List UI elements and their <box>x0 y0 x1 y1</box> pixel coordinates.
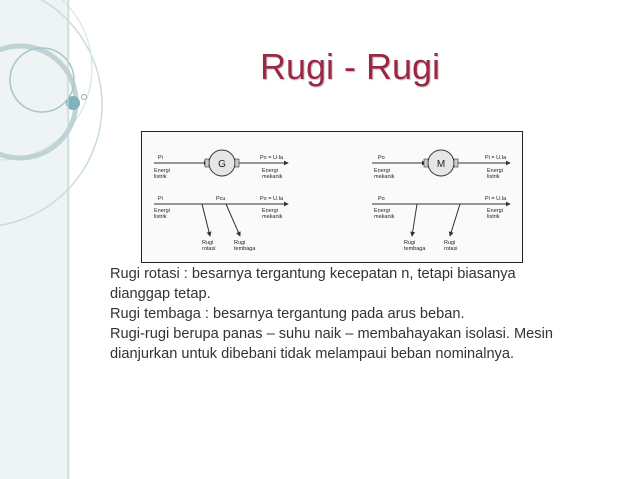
body-line-1: Rugi rotasi : besarnya tergantung kecepatan n, tetapi biasanya <box>110 266 516 282</box>
motor-loss1-line2: tembaga <box>404 246 426 252</box>
gen-lower-input-desc-2: listrik <box>154 214 167 220</box>
motor-output-label: Pi = U.Ia <box>485 155 507 161</box>
gen-lower-input-desc-1: Energi <box>154 208 170 214</box>
gen-input-label: Pi <box>158 155 163 161</box>
slide-body-text <box>110 264 600 364</box>
gen-lower-input-label: Pi <box>158 196 163 202</box>
gen-loss1-line1: Rugi <box>202 240 214 246</box>
gen-loss1-line2: rotasi <box>202 246 216 252</box>
gen-output-desc-1: Energi <box>262 168 278 174</box>
body-line-2: dianggap tetap. <box>110 286 211 302</box>
motor-lower-input-label: Po <box>378 196 385 202</box>
gen-input-desc-1: Energi <box>154 168 170 174</box>
gen-loss2-line1: Rugi <box>234 240 246 246</box>
gen-lower-output-label: Po = U.Ia <box>260 196 284 202</box>
body-line-5: dianjurkan untuk dibebani tidak melampaui beban nominalnya. <box>110 346 515 362</box>
gen-lower-mid-label: Pcu <box>216 196 226 202</box>
motor-input-desc-1: Energi <box>374 168 390 174</box>
motor-output-desc-1: Energi <box>487 168 503 174</box>
motor-loss1-line1: Rugi <box>404 240 416 246</box>
gen-lower-output-desc-1: Energi <box>262 208 278 214</box>
gen-output-desc-2: mekanik <box>262 174 283 180</box>
generator-top-flow <box>154 150 288 180</box>
motor-label: M <box>436 159 446 170</box>
motor-lower-input-desc-1: Energi <box>374 208 390 214</box>
motor-lower-output-desc-2: listrik <box>487 214 500 220</box>
gen-lower-output-desc-2: mekanik <box>262 214 283 220</box>
motor-bottom-flow <box>372 196 510 252</box>
motor-loss2-line1: Rugi <box>444 240 456 246</box>
gen-loss2-line2: tembaga <box>234 246 256 252</box>
motor-lower-output-label: Pi = U.Ia <box>485 196 507 202</box>
power-loss-diagram <box>141 131 523 263</box>
motor-input-label: Po <box>378 155 385 161</box>
slide-title: Rugi - Rugi <box>259 46 441 87</box>
motor-input-desc-2: mekanik <box>374 174 395 180</box>
body-line-4: Rugi-rugi berupa panas – suhu naik – membahayakan isolasi. Mesin <box>110 326 553 342</box>
body-line-3: Rugi tembaga : besarnya tergantung pada arus beban. <box>110 306 465 322</box>
gen-input-desc-2: listrik <box>154 174 167 180</box>
motor-lower-output-desc-1: Energi <box>487 208 503 214</box>
gen-output-label: Po = U.Ia <box>260 155 284 161</box>
generator-label: G <box>218 159 226 170</box>
motor-lower-input-desc-2: mekanik <box>374 214 395 220</box>
motor-output-desc-2: listrik <box>487 174 500 180</box>
motor-top-flow <box>372 150 510 180</box>
generator-bottom-flow <box>154 196 288 252</box>
motor-loss2-line2: rotasi <box>444 246 458 252</box>
